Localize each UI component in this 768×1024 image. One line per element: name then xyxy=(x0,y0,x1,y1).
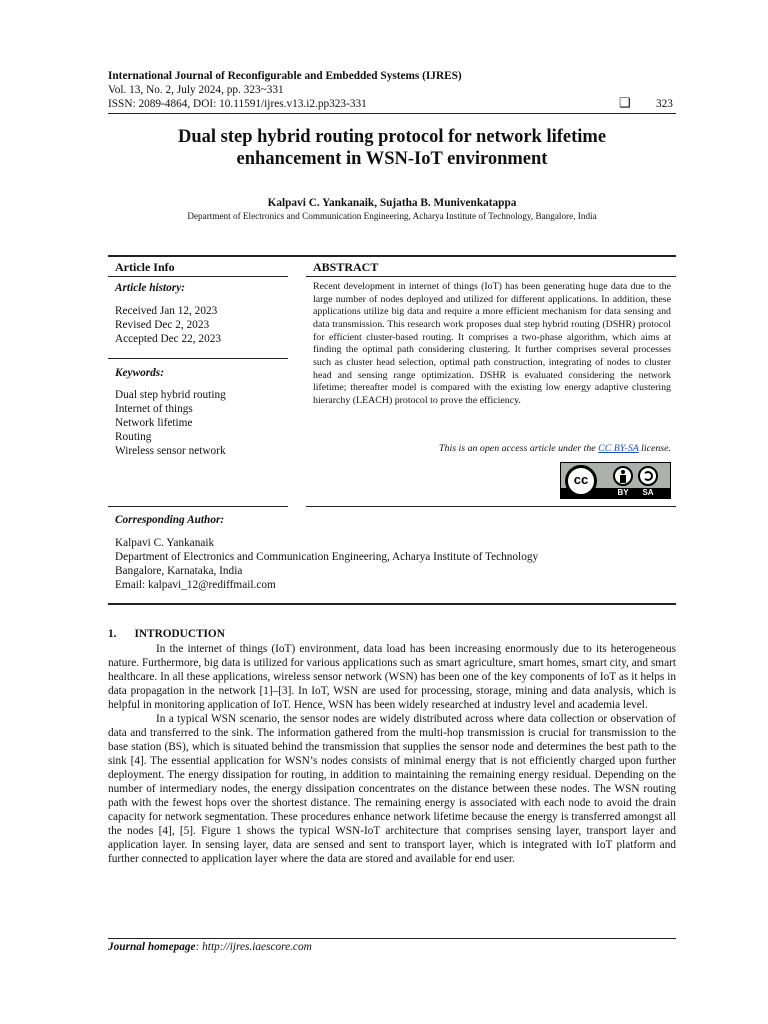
abstract-rule xyxy=(306,276,676,277)
history-rule xyxy=(108,358,288,359)
abstract-heading: ABSTRACT xyxy=(313,260,379,274)
info-top-rule xyxy=(108,255,676,257)
keyword-item: Dual step hybrid routing xyxy=(115,389,226,401)
corr-rule-right xyxy=(306,506,676,507)
journal-name: International Journal of Reconfigurable and Embedded Systems (IJRES) xyxy=(108,70,462,82)
corresponding-dept: Department of Electronics and Communication Engineering, Acharya Institute of Technology xyxy=(115,551,539,563)
footer-rule xyxy=(108,938,676,939)
homepage-url[interactable]: http://ijres.iaescore.com xyxy=(202,941,312,953)
badge-by-label: BY xyxy=(617,488,629,497)
license-prefix: This is an open access article under the xyxy=(439,443,599,454)
article-info-heading: Article Info xyxy=(115,260,175,274)
keyword-item: Network lifetime xyxy=(115,417,193,429)
intro-paragraph-1: In the internet of things (IoT) environment, data load has been increasing enormously due to its heterogeneous nature. Furthermore, big data is utilized for various applications such as smart agriculture, smart homes, smart city, and smart healthcare. In all these applications, wireless sensor network (WSN) has been one of the key components of IoT as it helps in data propagation in the network [1]–[3]. In IoT, WSN are used for processing, storage, mining and data analysis, which is helpful in monitoring application of IoT. Hence, WSN has been widely researched at industry level and academia level. xyxy=(108,643,676,711)
cc-by-sa-link[interactable]: CC BY-SA xyxy=(598,443,639,454)
accepted-date: Accepted Dec 22, 2023 xyxy=(115,333,222,345)
section-heading xyxy=(108,628,225,640)
keyword-item: Wireless sensor network xyxy=(115,445,226,457)
license-line xyxy=(313,443,671,454)
intro-paragraph-2: In a typical WSN scenario, the sensor nodes are widely distributed across where data collection or observation of data and transferred to the sink. The information gathered from the multi-hop transmission is crucial for transmission to the base station (BS), which is situated behind the transmission that supplies the sensor node and determines the best path to the sink [4]. The essential application for WSN’s nodes consists of minimal energy that is not efficiently charged upon further deployment. The energy dissipation for routing, in addition to maintaining the remaining energy residual. Depending on the number of intermediary nodes, the energy dissipation concentrates on the distance between these nodes. The WSN routing path with the fewest hops over the shortest distance. The remaining energy is associated with each node to avoid the drain capacity for network segmentation. These procedures enhance network lifetime because the energy is transferred amongst all the nodes [4], [5]. Figure 1 shows the typical WSN-IoT architecture that comprises sensing layer, transport layer and application layer. In sensing layer, data are sensed and sent to transport layer, which is integrated with IoT platform and further connected to application layer where the data are stored and available for end user. xyxy=(108,713,676,865)
page-number: 323 xyxy=(656,98,673,110)
share-alike-icon xyxy=(638,466,658,486)
square-icon: ❑ xyxy=(619,95,631,110)
abstract-text: Recent development in internet of things (IoT) has been generating huge data due to the large number of nodes deployed and utilized for different applications. In addition, these applications utilize big data and require a more efficient mechanism for data sensing and data transmission. This research work proposes dual step hybrid routing (DSHR) protocol for efficient cluster-based routing. It comprises a two-phase algorithm, which aims at finding the optimal path considering clustering. It further comprises several processes such as cluster head selection, optimal path construction, integrating of nodes to cluster head and sensing range optimization. DSHR is evaluated considering the network lifetime; thereafter model is compared with the existing low energy adaptive clustering hierarchy (LEACH) protocol to prove the efficiency. xyxy=(313,281,671,406)
keywords-heading: Keywords: xyxy=(115,367,164,379)
header-rule xyxy=(108,113,676,114)
paper-title-line-2: enhancement in WSN-IoT environment xyxy=(236,149,548,169)
keyword-item: Internet of things xyxy=(115,403,193,415)
corresponding-email: Email: kalpavi_12@rediffmail.com xyxy=(115,579,276,591)
journal-homepage xyxy=(108,941,312,953)
corresponding-heading: Corresponding Author: xyxy=(115,514,225,526)
homepage-separator: : xyxy=(195,941,203,953)
authors: Kalpavi C. Yankanaik, Sujatha B. Munivenkatappa xyxy=(267,197,517,209)
affiliation: Department of Electronics and Communication Engineering, Acharya Institute of Technology, Bangalore, India xyxy=(187,211,597,221)
volume-info: Vol. 13, No. 2, July 2024, pp. 323~331 xyxy=(108,84,284,96)
person-icon xyxy=(613,466,633,486)
history-heading: Article history: xyxy=(115,282,185,294)
info-rule xyxy=(108,276,288,277)
corresponding-city: Bangalore, Karnataka, India xyxy=(115,565,243,577)
badge-sa-label: SA xyxy=(642,488,654,497)
section-number: 1. xyxy=(108,628,117,640)
revised-date: Revised Dec 2, 2023 xyxy=(115,319,210,331)
received-date: Received Jan 12, 2023 xyxy=(115,305,218,317)
corresponding-name: Kalpavi C. Yankanaik xyxy=(115,537,215,549)
homepage-label: Journal homepage xyxy=(108,941,196,953)
license-suffix: license. xyxy=(638,443,671,454)
corr-rule-left xyxy=(108,506,288,507)
cc-icon: cc xyxy=(565,465,597,497)
paper-title-line-1: Dual step hybrid routing protocol for network lifetime xyxy=(177,127,607,147)
keyword-item: Routing xyxy=(115,431,152,443)
section-title: INTRODUCTION xyxy=(134,628,225,640)
issn-doi: ISSN: 2089-4864, DOI: 10.11591/ijres.v13.i2.pp323-331 xyxy=(108,98,367,110)
cc-by-sa-badge[interactable] xyxy=(560,462,671,499)
info-bottom-rule xyxy=(108,603,676,605)
intro-body xyxy=(108,642,676,866)
